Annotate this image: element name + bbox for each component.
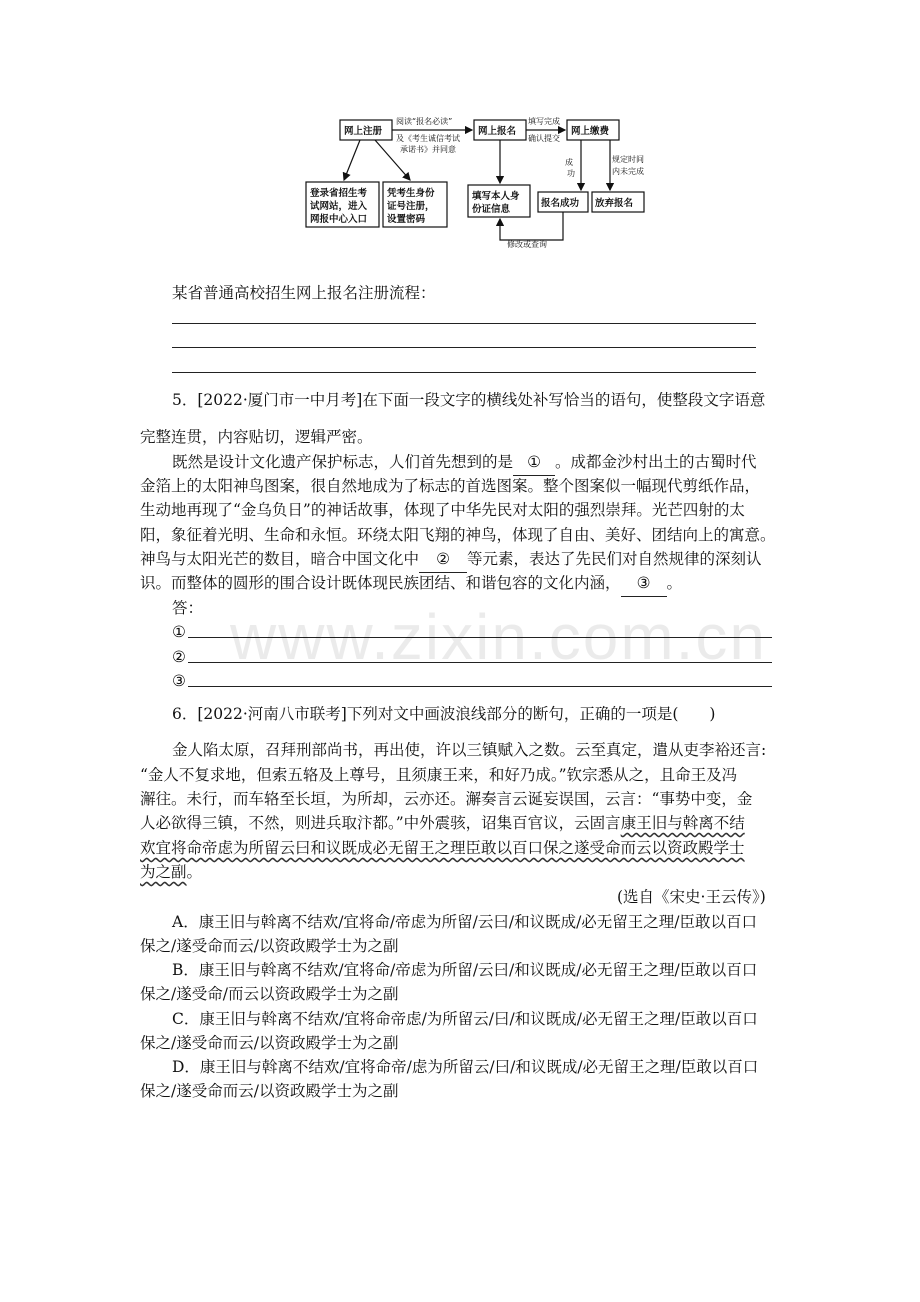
svg-text:份证信息: 份证信息 [472, 204, 511, 215]
svg-text:网报中心入口: 网报中心入口 [310, 214, 368, 225]
q4-prompt: 某省普通高校招生网上报名注册流程： [172, 284, 436, 302]
q6-text-line: “金人不复求地，但索五辂及上尊号，且须康王来，和好乃成。”钦宗悉从之，且命王及冯 [140, 766, 738, 784]
q6-text-line: 人必欲得三镇，不然，则进兵取汴都。”中外震骇，诏集百官议，云固言康王旧与斡离不结 [140, 814, 745, 832]
svg-text:报名成功: 报名成功 [541, 198, 580, 209]
q5-header-cont: 完整连贯，内容贴切，逻辑严密。 [140, 428, 373, 446]
svg-text:填写本人身: 填写本人身 [472, 191, 520, 202]
answer-label: 答： [172, 599, 204, 617]
wavy-underlined-text: 康王旧与斡离不结 [620, 814, 745, 832]
svg-text:承诺书》并同意: 承诺书》并同意 [400, 145, 456, 154]
q5-text-line: 金箔上的太阳神鸟图案，很自然地成为了标志的首选图案。整个图案似一幅现代剪纸作品， [140, 477, 761, 495]
svg-text:内未完成: 内未完成 [612, 167, 644, 176]
blank-1: ① [513, 449, 555, 476]
option-d-cont: 保之/遂受命而云/以资政殿学士为之副 [140, 1082, 399, 1100]
option-c[interactable]: C．康王旧与斡离不结欢/宜将命帝虑/为所留云/曰/和议既成/必无留王之理/臣敢以百口 [172, 1010, 758, 1028]
q5-text-line: 识。而整体的圆形的围合设计既体现民族团结、和谐包容的文化内涵， ③ 。 [140, 570, 682, 597]
q5-text-line: 生动地再现了“金乌负日”的神话故事，体现了中华先民对太阳的强烈崇拜。光芒四射的太 [140, 501, 745, 519]
svg-text:成: 成 [565, 158, 573, 167]
source-citation: (选自《宋史·王云传》) [617, 888, 766, 906]
answer-2-label: ② [172, 648, 186, 666]
answer-1-label: ① [172, 623, 186, 641]
svg-text:阅读“报名必读”: 阅读“报名必读” [396, 117, 453, 126]
blank-3: ③ [621, 570, 667, 597]
svg-text:网上缴费: 网上缴费 [571, 126, 610, 137]
svg-text:放弃报名: 放弃报名 [595, 198, 634, 209]
q5-text-line: 神鸟与太阳光芒的数目，暗合中国文化中 ② 等元素，表达了先民们对自然规律的深刻认 [140, 546, 762, 573]
q6-text-line: 澥往。未行，而车辂至长垣，为所却，云亦还。澥奏言云诞妄误国，云言：“事势中变，金 [140, 790, 753, 808]
svg-text:及《考生诚信考试: 及《考生诚信考试 [396, 134, 460, 143]
svg-text:修改或查询: 修改或查询 [507, 240, 547, 249]
answer-line[interactable] [172, 347, 756, 348]
svg-text:登录省招生考: 登录省招生考 [310, 188, 368, 199]
svg-text:网上报名: 网上报名 [478, 126, 517, 137]
q6-text-line: 金人陷太原，召拜刑部尚书，再出使，许以三镇赋入之数。云至真定，遣从吏李裕还言: [172, 741, 767, 759]
watermark: www.zixin.com.cn [230, 601, 767, 673]
q5-header: 5．[2022·厦门市一中月考]在下面一段文字的横线处补写恰当的语句，使整段文字语意 [172, 391, 766, 409]
svg-text:功: 功 [567, 169, 575, 178]
q5-text-line: 既然是设计文化遗产保护标志，人们首先想到的是 ① 。成都金沙村出土的古蜀时代 [172, 449, 757, 476]
svg-text:证号注册，: 证号注册， [387, 201, 435, 212]
svg-text:填写完成: 填写完成 [528, 117, 560, 126]
answer-3-label: ③ [172, 672, 186, 690]
blank-2: ② [419, 546, 467, 573]
answer-line[interactable] [172, 323, 756, 324]
q5-text-line: 阳，象征着光明、生命和永恒。环绕太阳飞翔的神鸟，体现了自由、美好、团结向上的寓意。 [140, 526, 776, 544]
wavy-underlined-text: 欢宜将命帝虑为所留云曰和议既成必无留王之理臣敢以百口保之遂受命而云以资政殿学士 [140, 839, 745, 857]
q6-header: 6．[2022·河南八市联考]下列对文中画波浪线部分的断句，正确的一项是( ) [172, 705, 716, 723]
registration-flowchart [300, 110, 660, 260]
svg-text:确认提交: 确认提交 [528, 134, 560, 143]
svg-text:凭考生身份: 凭考生身份 [387, 188, 435, 199]
wavy-underlined-text: 为之副 [140, 863, 187, 881]
option-d[interactable]: D．康王旧与斡离不结欢/宜将命帝/虑为所留云/曰/和议既成/必无留王之理/臣敢以百口 [172, 1058, 759, 1076]
svg-text:试网站，进入: 试网站，进入 [310, 201, 368, 212]
svg-text:设置密码: 设置密码 [387, 214, 426, 225]
option-b[interactable]: B．康王旧与斡离不结欢/宜将命/帝虑为所留/云曰/和议既成/必无留王之理/臣敢以百口 [172, 961, 758, 979]
option-c-cont: 保之/遂受命而云/以资政殿学士为之副 [140, 1034, 399, 1052]
option-b-cont: 保之/遂受命/而云以资政殿学士为之副 [140, 985, 399, 1003]
svg-text:网上注册: 网上注册 [344, 126, 383, 137]
svg-text:规定时间: 规定时间 [612, 155, 644, 164]
option-a[interactable]: A．康王旧与斡离不结欢/宜将命/帝虑为所留/云曰/和议既成/必无留王之理/臣敢以百口 [172, 913, 758, 931]
answer-3-line[interactable] [188, 686, 772, 687]
option-a-cont: 保之/遂受命而云/以资政殿学士为之副 [140, 937, 399, 955]
q6-text-line: 为之副。 [140, 863, 203, 881]
answer-line[interactable] [172, 372, 756, 373]
